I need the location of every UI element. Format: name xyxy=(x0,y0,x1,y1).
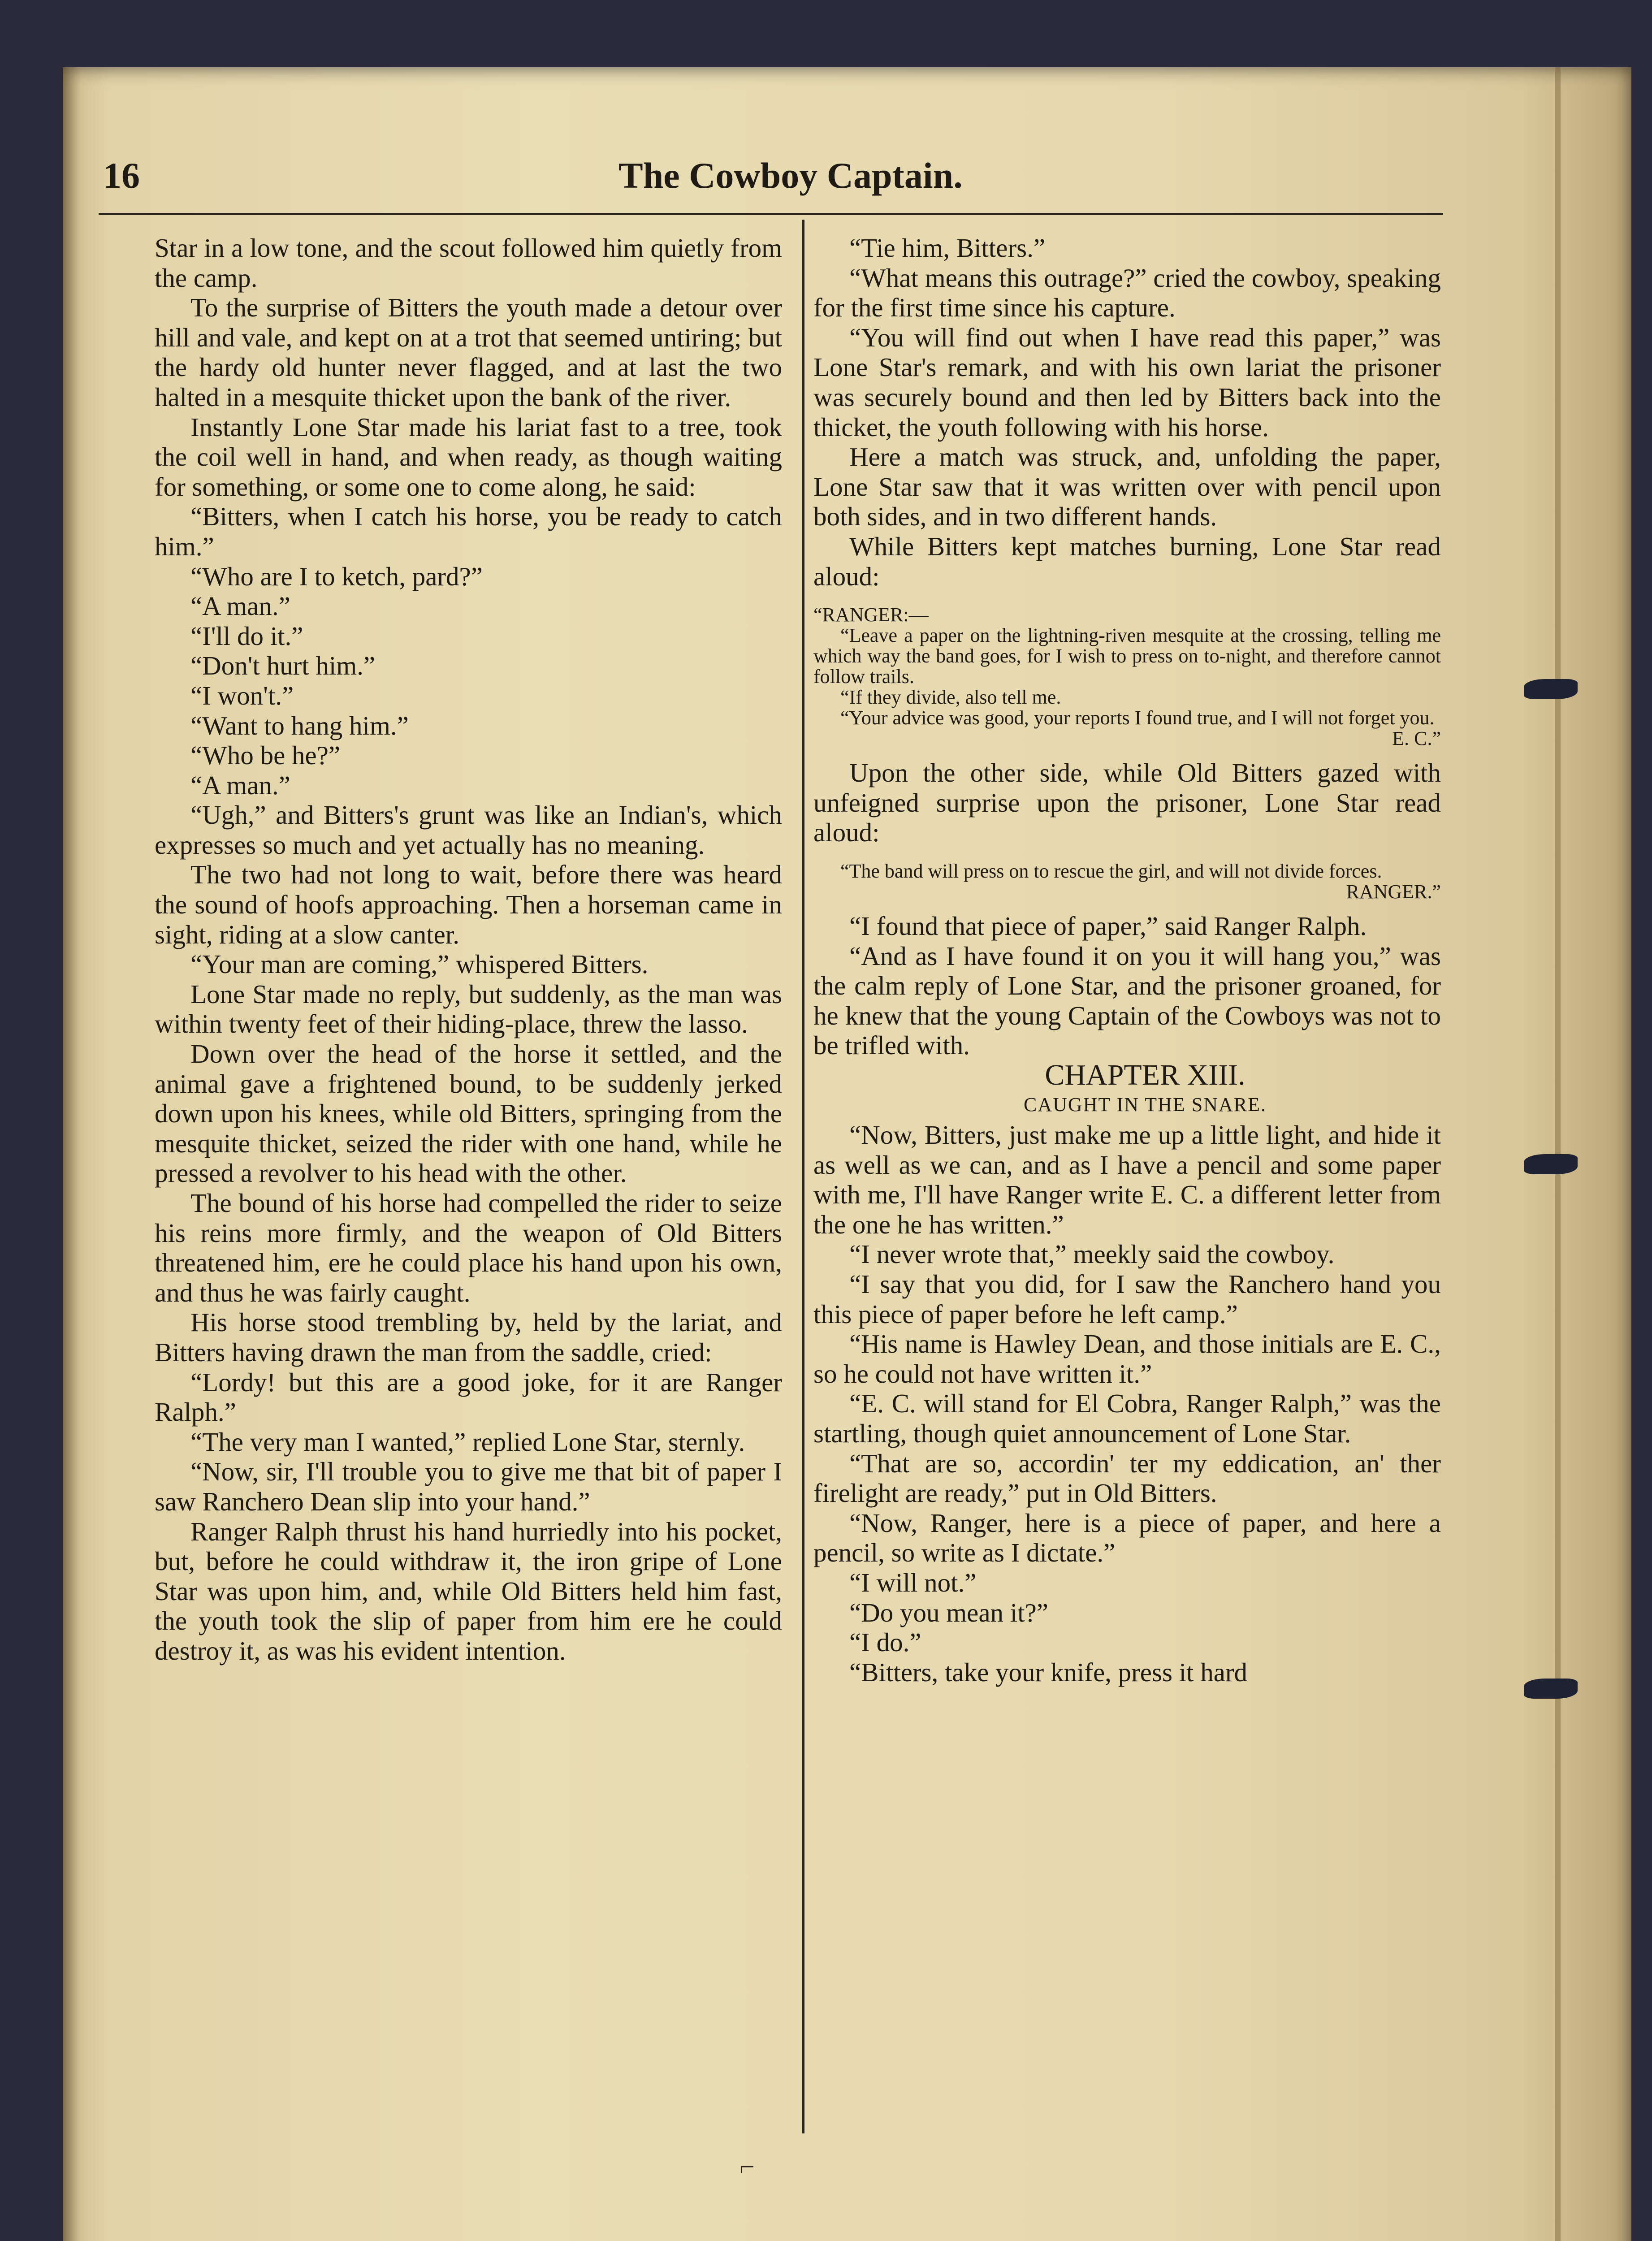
staple-2 xyxy=(1524,1154,1578,1174)
paragraph: “Bitters, when I catch his horse, you be ready to catch him.” xyxy=(155,502,782,561)
paragraph: “I do.” xyxy=(849,1627,921,1657)
letter-reply-body: “The band will press on to rescue the girl, and will not divide forces. xyxy=(840,860,1382,882)
paragraph: The bound of his horse had compelled the rider to seize his reins more firmly, and the weapon of Old Bitters threatened him, ere he could place his hand upon his own, and thus he was fairly caught. xyxy=(155,1188,782,1307)
paragraph: “I say that you did, for I saw the Ranchero hand you this piece of paper before he left camp.” xyxy=(813,1269,1441,1329)
paragraph: “I'll do it.” xyxy=(190,621,303,651)
paragraph: Star in a low tone, and the scout followed him quietly from the camp. xyxy=(155,233,782,293)
paragraph: The two had not long to wait, before there was heard the sound of hoofs approaching. Then a horseman came in sight, riding at a slow canter. xyxy=(155,860,782,949)
paragraph: “Who are I to ketch, pard?” xyxy=(190,561,483,591)
paragraph: Down over the head of the horse it settled, and the animal gave a frightened bound, to be suddenly jerked down upon his knees, while old Bitters, springing from the mesquite thicket, seized the rider with one hand, while he pressed a revolver to his head with the other. xyxy=(155,1039,782,1188)
paragraph: “And as I have found it on you it will hang you,” was the calm reply of Lone Star, and the prisoner groaned, for he knew that the young Captain of the Cowboys was not to be trifled with. xyxy=(813,941,1441,1060)
letter-line: “If they divide, also tell me. xyxy=(840,686,1061,709)
paragraph: Lone Star made no reply, but suddenly, as the man was within twenty feet of their hiding-place, threw the lasso. xyxy=(155,979,782,1039)
paragraph: While Bitters kept matches burning, Lone Star read aloud: xyxy=(813,531,1441,591)
paragraph: “Now, Bitters, just make me up a little light, and hide it as well as we can, and as I have a pencil and some paper with me, I'll have Ranger write E. C. a different letter from the one he has written.” xyxy=(813,1120,1441,1239)
paragraph: Instantly Lone Star made his lariat fast to a tree, took the coil well in hand, and when ready, as though waiting for something, or some one to come along, he said: xyxy=(155,412,782,502)
paragraph: “The very man I wanted,” replied Lone Star, sternly. xyxy=(190,1427,745,1457)
right-column-paragraphs-c xyxy=(813,911,1441,1060)
paragraph: “A man.” xyxy=(190,770,290,800)
letter-ranger xyxy=(813,605,1441,749)
paragraph: “E. C. will stand for El Cobra, Ranger Ralph,” was the startling, though quiet announcement of Lone Star. xyxy=(813,1389,1441,1448)
paragraph: “Your man are coming,” whispered Bitters. xyxy=(190,949,649,979)
paragraph: “Don't hurt him.” xyxy=(190,651,376,681)
staple-3 xyxy=(1524,1679,1578,1699)
chapter-title: CHAPTER XIII. xyxy=(1045,1058,1245,1091)
right-column-paragraphs-d xyxy=(813,1120,1441,1687)
right-column-paragraphs-a xyxy=(813,233,1441,591)
right-column xyxy=(813,233,1441,1687)
paragraph: “Tie him, Bitters.” xyxy=(849,233,1046,263)
column-divider xyxy=(802,220,804,2133)
paragraph: Ranger Ralph thrust his hand hurriedly into his pocket, but, before he could withdraw it, the iron gripe of Lone Star was upon him, and, while Old Bitters held him fast, the youth took the slip of paper from him ere he could destroy it, as was his evident intention. xyxy=(155,1516,782,1666)
chapter-subtitle: CAUGHT IN THE SNARE. xyxy=(1024,1094,1267,1116)
page-number: 16 xyxy=(103,155,140,196)
right-column-paragraphs-b xyxy=(813,758,1441,848)
paragraph: “I found that piece of paper,” said Ranger Ralph. xyxy=(849,911,1367,941)
staple-1 xyxy=(1524,679,1578,699)
paragraph: “Lordy! but this are a good joke, for it are Ranger Ralph.” xyxy=(155,1367,782,1427)
letter-reply-signature: RANGER.” xyxy=(1346,880,1441,903)
letter-signature: E. C.” xyxy=(1392,727,1441,750)
running-title: The Cowboy Captain. xyxy=(618,155,963,196)
paragraph: “Bitters, take your knife, press it hard xyxy=(849,1657,1248,1687)
letter-line: “Your advice was good, your reports I found true, and I will not forget you. xyxy=(840,707,1435,729)
paragraph: Upon the other side, while Old Bitters gazed with unfeigned surprise upon the prisoner, Lone Star read aloud: xyxy=(813,758,1441,848)
paragraph: “A man.” xyxy=(190,591,290,621)
header-rule xyxy=(99,213,1443,215)
paragraph: “Ugh,” and Bitters's grunt was like an Indian's, which expresses so much and yet actually has no meaning. xyxy=(155,800,782,860)
letter-salutation: “RANGER:— xyxy=(813,604,929,626)
paragraph: “Now, Ranger, here is a piece of paper, and here a pencil, so write as I dictate.” xyxy=(813,1508,1441,1568)
paragraph: “I never wrote that,” meekly said the cowboy. xyxy=(849,1239,1335,1269)
letter-body xyxy=(813,625,1441,728)
paragraph: “Do you mean it?” xyxy=(849,1597,1048,1627)
paragraph: “Now, sir, I'll trouble you to give me that bit of paper I saw Ranchero Dean slip into your hand.” xyxy=(155,1457,782,1516)
letter-reply xyxy=(813,861,1441,902)
paragraph: “I will not.” xyxy=(849,1567,977,1597)
paragraph: “Who be he?” xyxy=(190,740,341,770)
paragraph: “I won't.” xyxy=(190,680,294,710)
paragraph: “You will find out when I have read this paper,” was Lone Star's remark, and with his own lariat the prisoner was securely bound and then led by Bitters back into the thicket, the youth following with his horse. xyxy=(813,322,1441,442)
paragraph: “His name is Hawley Dean, and those initials are E. C., so he could not have written it.” xyxy=(813,1329,1441,1389)
left-column xyxy=(155,233,782,1666)
paragraph: “That are so, accordin' ter my eddication, an' ther firelight are ready,” put in Old Bitters. xyxy=(813,1448,1441,1508)
paragraph: To the surprise of Bitters the youth made a detour over hill and vale, and kept on at a trot that seemed untiring; but the hardy old hunter never flagged, and at last the two halted in a mesquite thicket upon the bank of the river. xyxy=(155,293,782,412)
paragraph: “What means this outrage?” cried the cowboy, speaking for the first time since his capture. xyxy=(813,263,1441,323)
paragraph: “Want to hang him.” xyxy=(190,710,409,740)
letter-line: “Leave a paper on the lightning-riven mesquite at the crossing, telling me which way the band goes, for I wish to press on to-night, and therefore cannot follow trails. xyxy=(813,624,1441,688)
paragraph: His horse stood trembling by, held by the lariat, and Bitters having drawn the man from the saddle, cried: xyxy=(155,1307,782,1367)
paragraph: Here a match was struck, and, unfolding the paper, Lone Star saw that it was written over with pencil upon both sides, and in two different hands. xyxy=(813,442,1441,532)
column-end-mark: ⌐ xyxy=(740,2152,755,2181)
